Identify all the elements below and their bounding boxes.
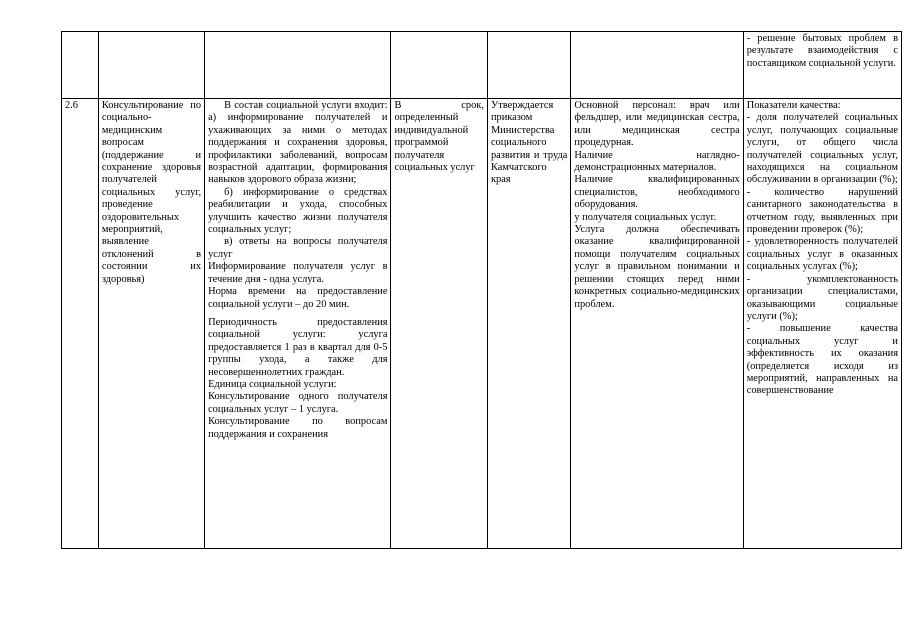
quality-title: Показатели качества: bbox=[746, 100, 841, 111]
description-paragraph: Периодичность предоставления социальной услуги: услуга предоставляется 1 раз в квартал для 0-5 группы ухода, а также для несовершеннолетних граждан. bbox=[208, 316, 388, 378]
conditions-paragraph: Основной персонал: врач или фельдшер, или медицинская сестра, или медицинская сестра процедурная. bbox=[574, 100, 740, 149]
service-term: В срок, определенный индивидуальной программой получателя социальных услуг bbox=[394, 100, 484, 174]
cell-service-term bbox=[391, 99, 487, 549]
cell-service-conditions bbox=[571, 99, 743, 549]
quality-item: - укомплектованность организации специалистами, оказывающими социальные услуги (%); bbox=[746, 273, 898, 322]
conditions-paragraph: у получателя социальных услуг. bbox=[574, 211, 717, 223]
cell-quality-continued bbox=[743, 32, 901, 99]
description-paragraph: Информирование получателя услуг в течение дня - одна услуга. bbox=[208, 261, 388, 285]
cell-empty bbox=[391, 32, 487, 99]
cell-empty bbox=[98, 32, 204, 99]
cell-number bbox=[62, 99, 99, 549]
services-table bbox=[61, 31, 902, 549]
description-paragraph: б) информирование о средствах реабилитации и ухода, способных улучшить качество жизни получателя социальных услуг; bbox=[208, 186, 388, 236]
quality-tail-text: - решение бытовых проблем в результате взаимодействия с поставщиком социальной услуги. bbox=[746, 33, 898, 69]
table-row-2-6 bbox=[62, 99, 902, 549]
conditions-paragraph: Услуга должна обеспечивать оказание квалифицированной помощи получателям социальных услуг в правильном понимании и решении стоящих перед ними конкретных социально-медицинских проблем. bbox=[574, 224, 740, 310]
cell-empty bbox=[62, 32, 99, 99]
cell-empty bbox=[571, 32, 743, 99]
cell-service-description bbox=[205, 99, 391, 549]
row-number: 2.6 bbox=[65, 100, 78, 111]
cell-empty bbox=[487, 32, 570, 99]
description-paragraph: В состав социальной услуги входит: а) информирование получателей и ухаживающих за ними о методах поддержания и сохранения здоровья, профилактики заболеваний, вопросам возрастной адаптации, формирования навыков здорового образа жизни; bbox=[208, 100, 388, 186]
cell-quality-indicators bbox=[743, 99, 901, 549]
cell-service-tariff bbox=[487, 99, 570, 549]
description-paragraph: Единица социальной услуги: bbox=[208, 378, 337, 390]
description-paragraph: Норма времени на предоставление социальной услуги – до 20 мин. bbox=[208, 286, 388, 310]
cell-empty bbox=[205, 32, 391, 99]
description-paragraph: Консультирование одного получателя социальных услуг – 1 услуга. bbox=[208, 391, 388, 415]
quality-item: - доля получателей социальных услуг, получающих социальные услуги, от общего числа получателей социальных услуг, находящихся на социальном обслуживании в организации (%); bbox=[746, 112, 898, 186]
table-row-continuation bbox=[62, 32, 902, 99]
cell-service-name bbox=[98, 99, 204, 549]
service-tariff: Утверждается приказом Министерства социального развития и труда Камчатского края bbox=[490, 100, 568, 186]
service-name: Консультирование по социально-медицинским вопросам (поддержание и сохранение здоровья получателей социальных услуг, проведение оздоровительных мероприятий, выявление отклонений в состоянии их здоровья) bbox=[101, 100, 202, 285]
quality-item: - количество нарушений санитарного законодательства в отчетном году, выявленных при проведении проверок (%); bbox=[746, 186, 898, 236]
conditions-paragraph: Наличие наглядно-демонстрационных материалов. bbox=[574, 149, 740, 174]
conditions-paragraph: Наличие квалифицированных специалистов, необходимого оборудования. bbox=[574, 174, 740, 211]
description-paragraph: в) ответы на вопросы получателя услуг bbox=[208, 236, 388, 260]
quality-item: - удовлетворенность получателей социальных услуг в оказанных социальных услугах (%); bbox=[746, 236, 898, 273]
quality-item: - повышение качества социальных услуг и эффективность их оказания (определяется исходя из мероприятий, направленных на совершенствование bbox=[746, 323, 898, 397]
description-paragraph: Консультирование по вопросам поддержания и сохранения bbox=[208, 416, 388, 440]
